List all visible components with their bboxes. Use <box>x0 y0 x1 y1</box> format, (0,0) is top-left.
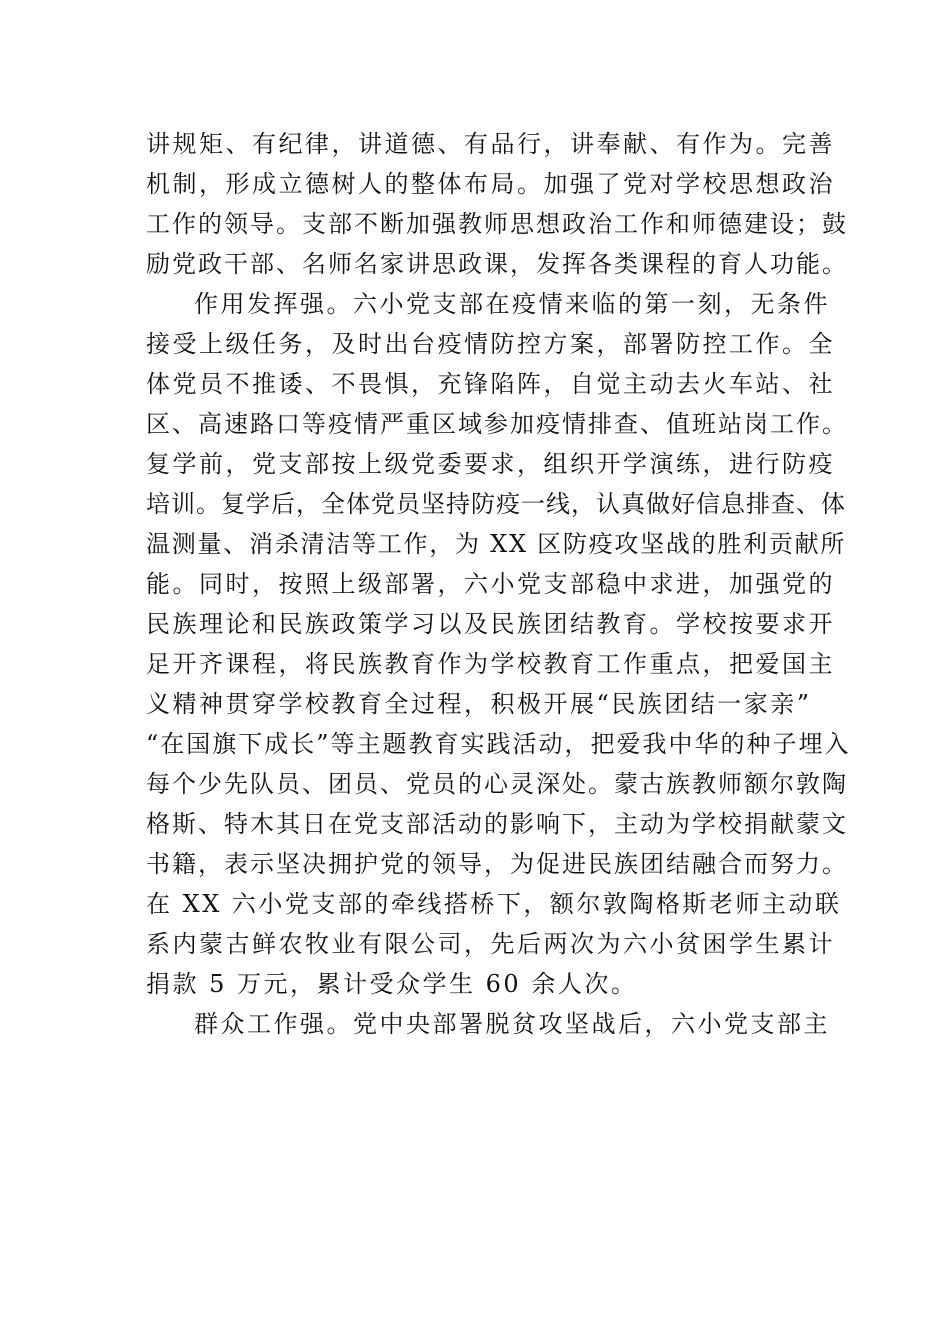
text-line: 工作的领导。支部不断加强教师思想政治工作和师德建设；鼓 <box>146 210 848 238</box>
text-line: 温测量、消杀清洁等工作，为 XX 区防疫攻坚战的胜利贡献所 <box>146 530 847 558</box>
body-text <box>146 124 851 1044</box>
text-line: 区、高速路口等疫情严重区域参加疫情排查、值班站岗工作。 <box>146 410 848 438</box>
text-line: 义精神贯穿学校教育全过程，积极开展“民族团结一家亲” <box>146 690 812 718</box>
text-line: 培训。复学后，全体党员坚持防疫一线，认真做好信息排查、体 <box>146 490 846 518</box>
text-line: 体党员不推诿、不畏惧，充锋陷阵，自觉主动去火车站、社 <box>146 370 835 398</box>
text-line: 格斯、特木其日在党支部活动的影响下，主动为学校捐献蒙文 <box>146 810 848 838</box>
text-line: 能。同时，按照上级部署，六小党支部稳中求进，加强党的 <box>146 570 835 598</box>
text-line: 系内蒙古鲜农牧业有限公司，先后两次为六小贫困学生累计 <box>146 930 835 958</box>
text-line: 足开齐课程，将民族教育作为学校教育工作重点，把爱国主 <box>146 650 835 678</box>
text-line: 在 XX 六小党支部的牵线搭桥下，额尔敦陶格斯老师主动联 <box>146 890 842 918</box>
text-line: 机制，形成立德树人的整体布局。加强了党对学校思想政治 <box>146 170 835 198</box>
paragraph-first-line: 作用发挥强。六小党支部在疫情来临的第一刻，无条件 <box>194 290 830 318</box>
paragraph-first-line: 群众工作强。党中央部署脱贫攻坚战后，六小党支部主 <box>194 1010 830 1038</box>
text-line: 捐款 5 万元，累计受众学生 60 余人次。 <box>146 970 638 998</box>
text-line: 接受上级任务，及时出台疫情防控方案，部署防控工作。全 <box>146 330 835 358</box>
text-line: 复学前，党支部按上级党委要求，组织开学演练，进行防疫 <box>146 450 835 478</box>
text-line: “在国旗下成长”等主题教育实践活动，把爱我中华的种子埋入 <box>146 730 851 758</box>
text-line: 每个少先队员、团员、党员的心灵深处。蒙古族教师额尔敦陶 <box>146 770 848 798</box>
text-line: 书籍，表示坚决拥护党的领导，为促进民族团结融合而努力。 <box>146 850 848 878</box>
text-line: 励党政干部、名师名家讲思政课，发挥各类课程的育人功能。 <box>146 250 848 278</box>
text-line: 讲规矩、有纪律，讲道德、有品行，讲奉献、有作为。完善 <box>146 130 835 158</box>
text-line: 民族理论和民族政策学习以及民族团结教育。学校按要求开 <box>146 610 835 638</box>
